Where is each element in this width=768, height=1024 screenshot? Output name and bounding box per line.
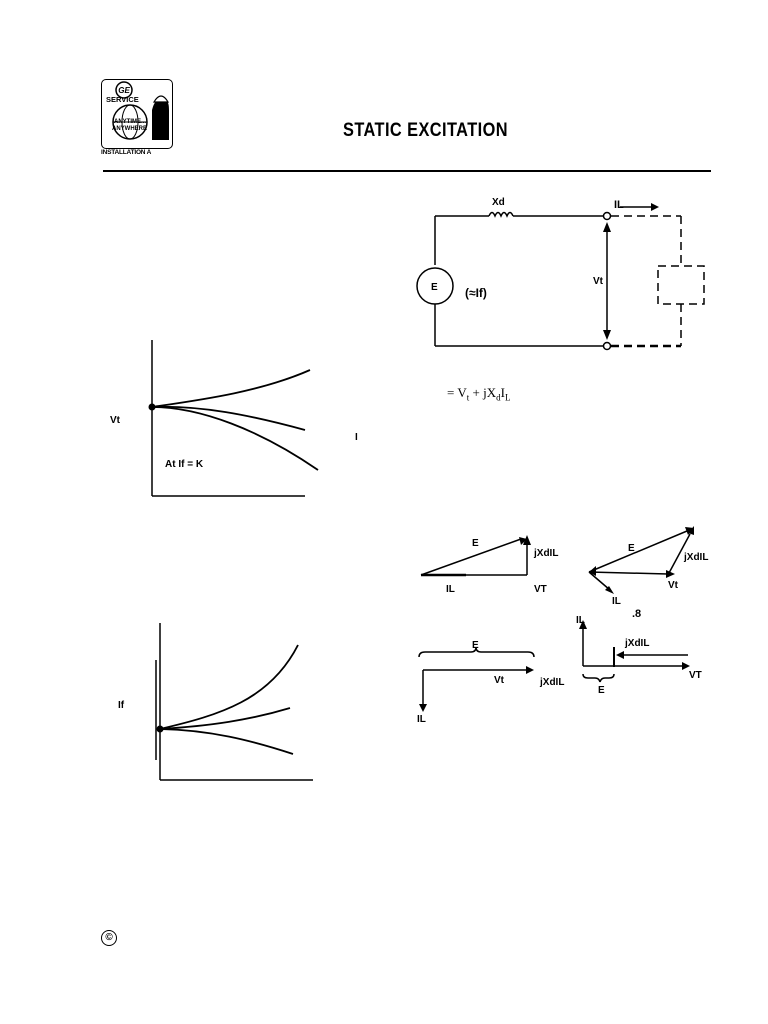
phasor-lag-pf-label: .8 (632, 608, 642, 620)
phasor-unity-vt-label: VT (534, 584, 547, 595)
phasor-zerolead-e-label: E (598, 685, 605, 696)
phasor-lag-vt (589, 572, 668, 574)
phasor-zerolag-vt-label: Vt (494, 675, 504, 686)
phasor-unity-e-label: E (472, 538, 479, 549)
installation-label: INSTALLATION A (101, 149, 152, 156)
phasor-zerolead-vt-label: VT (689, 670, 702, 681)
phasor-lag-il (589, 572, 610, 590)
page-title: STATIC EXCITATION (343, 120, 508, 141)
copyright-icon: © (101, 930, 117, 946)
phasor-unity-jx-label: jXdIL (534, 548, 559, 559)
phasor-zerolead-jx-label: jXdIL (625, 638, 650, 649)
graph-top-annotation: At If = K (165, 459, 204, 470)
phasor-lag-jx-label: jXdIL (684, 552, 709, 563)
source-label: E (431, 282, 438, 293)
phasor-zerolead-brace (583, 674, 614, 682)
phasor-equation: = $V_t + jX_dI_L$ (447, 385, 511, 403)
logo-brand: GE (118, 86, 130, 95)
phasor-zerolead-il-label: IL (576, 615, 585, 626)
phasor-lag-il-label: IL (612, 596, 621, 607)
current-label: IL (614, 199, 624, 211)
logo-line1: SERVICE (106, 95, 139, 104)
phasor-zerolag-jx-label: jXdIL (540, 677, 565, 688)
phasor-lag-vt-label: Vt (668, 580, 678, 591)
phasor-zerolag-e-label: E (472, 640, 479, 651)
voltage-label: Vt (593, 276, 603, 287)
phasor-unity-e (421, 539, 521, 575)
graph-top-side-mark: I (355, 432, 358, 443)
logo-line2: ANYTIME... (114, 119, 147, 125)
logo-line3: ANYWHERE (112, 126, 148, 132)
graph-bottom-ylabel: If (118, 700, 125, 711)
graph-top-ylabel: Vt (110, 415, 120, 426)
field-label: (≈If) (465, 286, 487, 300)
phasor-unity-il-label: IL (446, 584, 455, 595)
reactance-label: Xd (492, 197, 505, 208)
phasor-zerolag-il-label: IL (417, 714, 426, 725)
phasor-lag-e-label: E (628, 543, 635, 554)
